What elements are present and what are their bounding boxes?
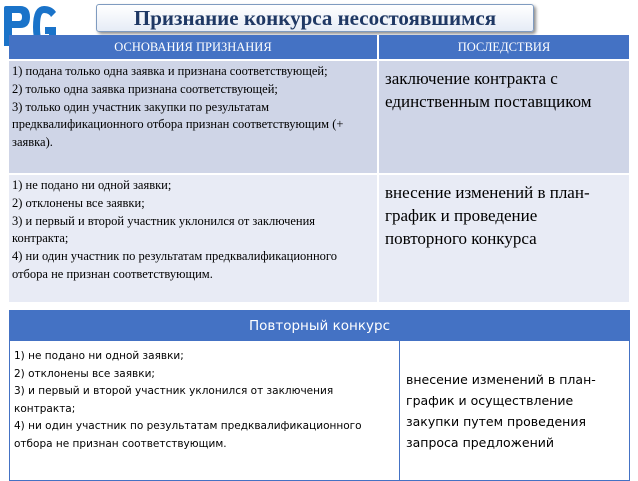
grounds-item: 1) подана только одна заявка и признана соответствующей; — [12, 64, 328, 78]
header-repeat-contest: Повторный конкурс — [10, 311, 630, 341]
grounds-item: 2) отклонены все заявки; — [12, 195, 145, 210]
grounds-cell — [9, 60, 378, 174]
grounds-item: 2) только одна заявка признана соответствующей; — [12, 81, 278, 96]
grounds-cell — [10, 341, 400, 481]
header-consequences: ПОСЛЕДСТВИЯ — [378, 35, 629, 60]
table-header-row — [9, 35, 629, 60]
consequence-cell: заключение контракта с единственным поставщиком — [378, 60, 629, 174]
grounds-item: 3) и первый и второй участник уклонился от заключения контракта; — [12, 213, 316, 246]
grounds-item: 4) ни один участник по результатам предквалификационного отбора не признан соответствующим. — [14, 420, 362, 450]
page-title: Признание конкурса несостоявшимся — [96, 4, 534, 32]
grounds-item: 1) не подано ни одной заявки; — [14, 350, 184, 362]
table-header-row — [10, 311, 630, 341]
grounds-item: 4) ни один участник по результатам предквалификационного отбора не признан соответствующим. — [12, 249, 337, 281]
table-row — [10, 341, 630, 481]
grounds-item: 3) и первый и второй участник уклонился от заключения контракта; — [14, 385, 334, 415]
grounds-item: 3) только один участник закупки по результатам предквалификационного отбора признан соответствующим (+ заявка). — [12, 99, 344, 150]
consequence-cell: внесение изменений в план-график и проведение повторного конкурса — [378, 174, 629, 302]
header-grounds: ОСНОВАНИЯ ПРИЗНАНИЯ — [9, 35, 378, 60]
table-row — [9, 174, 629, 302]
repeat-contest-table — [9, 310, 630, 481]
grounds-cell — [9, 174, 378, 302]
grounds-table — [9, 35, 629, 302]
grounds-item: 2) отклонены все заявки; — [14, 367, 155, 380]
grounds-item: 1) не подано ни одной заявки; — [12, 178, 172, 192]
consequence-cell: внесение изменений в план-график и осуществление закупки путем проведения запроса предложений — [400, 341, 630, 481]
table-row — [9, 60, 629, 174]
